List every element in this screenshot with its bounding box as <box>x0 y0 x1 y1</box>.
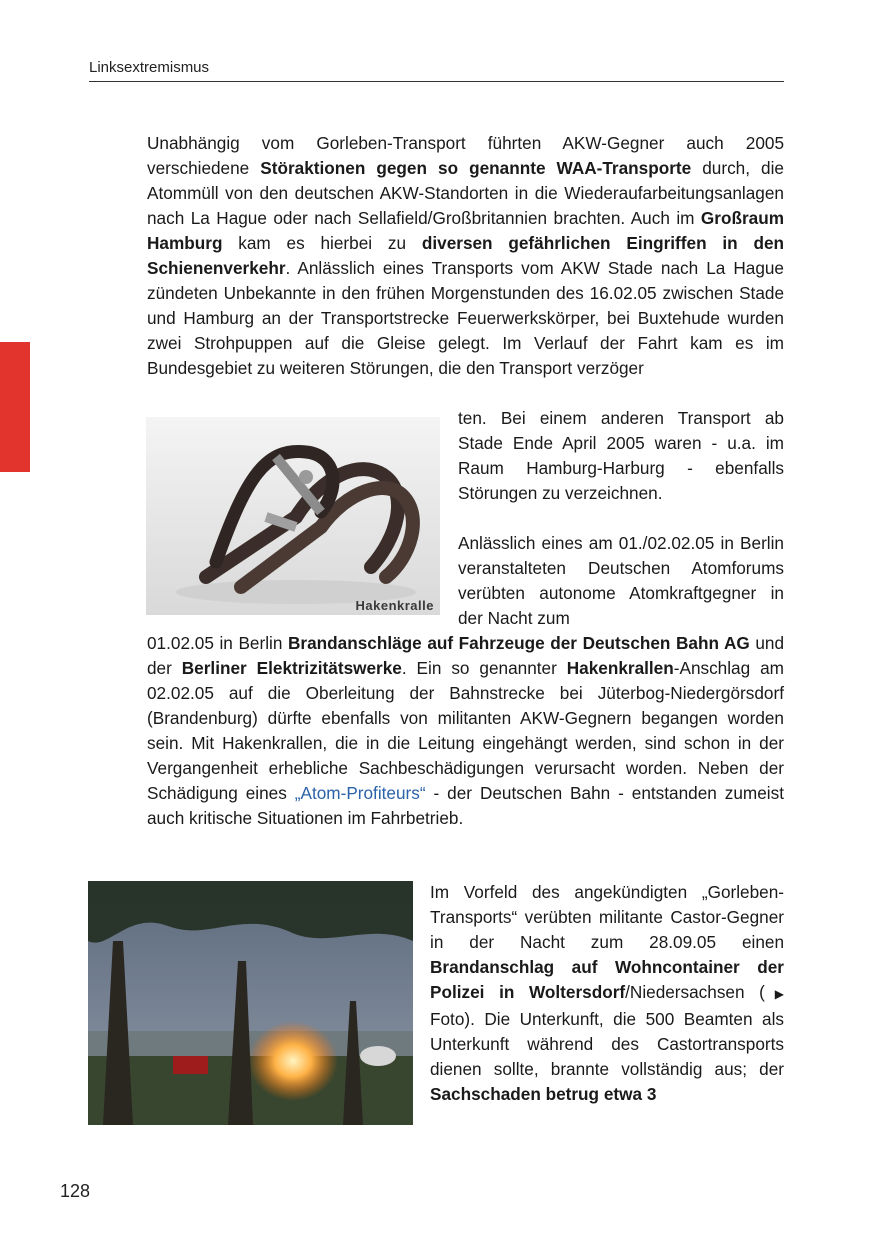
bold-run: Berliner Elektrizitätswerke <box>181 658 402 678</box>
text-run: -Anschlag am 02.02.05 auf die Oberleitung der Bahnstrecke bei Jüterbog-Niedergörsdorf (Brandenburg) dürfte ebenfalls von militanten AKW-Gegnern begangen worden sein. Mit Hakenkrallen, die in die Leitung eingehängt werden, sind schon in der Vergangenheit erhebliche Sachbeschädigungen verursacht worden. Neben der Schädigung eines <box>147 658 784 803</box>
running-header: Linksextremismus <box>89 59 210 76</box>
text-run: kam es hierbei zu <box>222 233 422 253</box>
arrow-right-icon: ▶ <box>764 987 784 1001</box>
page-number: 128 <box>60 1181 91 1201</box>
text-run: - der Deutschen Bahn - entstanden zumeist auch kritische Situationen im Fahrbetrieb. <box>147 783 784 828</box>
paragraph-brandanschlaege-berlin <box>147 631 784 831</box>
fire-night-scene <box>88 881 413 1125</box>
paragraph-atomforum-intro: Anlässlich eines am 01./02.02.05 in Berlin veranstalteten Deutschen Atomforums verübten autonome Atomkraftgegner in der Nacht zum <box>458 533 784 628</box>
text-run: Unabhängig vom Gorleben-Transport führten AKW-Gegner auch 2005 verschiedene <box>147 133 784 178</box>
bold-run: Brandanschläge auf Fahrzeuge der Deutschen Bahn AG <box>288 633 750 653</box>
chapter-tab-marker <box>0 342 30 472</box>
bold-run: diversen gefährlichen Eingriffen in den Schienenverkehr <box>147 233 785 278</box>
brandanschlag-photo <box>88 881 413 1125</box>
paragraph-woltersdorf <box>430 880 784 1107</box>
bold-run: Brandanschlag auf Wohncontainer der Polizei in Woltersdorf <box>430 957 784 1002</box>
bold-run: Hakenkrallen <box>566 658 674 678</box>
text-run: und der <box>147 633 785 678</box>
text-run: . Ein so genannter <box>401 658 567 678</box>
hook-claw-illustration <box>146 417 440 615</box>
text-run: durch, die Atommüll von den deutschen AKW-Standorten in die Wiederaufarbeitungsanlagen nach La Hague oder nach Sellafield/Großbritannien brachten. Auch im <box>147 158 784 228</box>
glossary-link-atom-profiteurs[interactable]: „Atom-Profiteurs“ <box>294 783 426 803</box>
text-run: 01.02.05 in Berlin <box>147 633 288 653</box>
bold-run: Großraum Hamburg <box>147 208 784 253</box>
paragraph-stade-april: ten. Bei einem anderen Transport ab Stade Ende April 2005 waren - u.a. im Raum Hamburg-Harburg - ebenfalls Störungen zu verzeichnen. <box>458 408 784 503</box>
bold-run: Sachschaden betrug etwa 3 <box>430 1084 657 1104</box>
hakenkralle-photo <box>146 417 440 615</box>
paragraph-waa-transporte <box>147 131 784 381</box>
bold-run: Störaktionen gegen so genannte WAA-Transporte <box>260 158 692 178</box>
text-run: /Niedersachsen ( <box>625 982 765 1002</box>
text-run: . Anlässlich eines Transports vom AKW Stade nach La Hague zündeten Unbekannte in den frühen Morgenstunden des 16.02.05 zwischen Stade und Hamburg an der Transportstrecke Feuerwerkskörper, bei Buxtehude wurden zwei Strohpuppen auf die Gleise gelegt. Im Verlauf der Fahrt kam es im Bundesgebiet zu weiteren Störungen, die den Transport verzöger <box>147 258 784 378</box>
header-rule <box>89 81 784 82</box>
text-run: Im Vorfeld des angekündigten „Gorleben-Transports“ verübten militante Castor-Gegner in der Nacht zum 28.09.05 einen <box>430 882 784 952</box>
text-run: Foto). Die Unterkunft, die 500 Beamten als Unterkunft während des Castortransports dienen sollte, brannte vollständig aus; der <box>430 1009 784 1079</box>
figure-caption: Hakenkralle <box>355 598 434 613</box>
